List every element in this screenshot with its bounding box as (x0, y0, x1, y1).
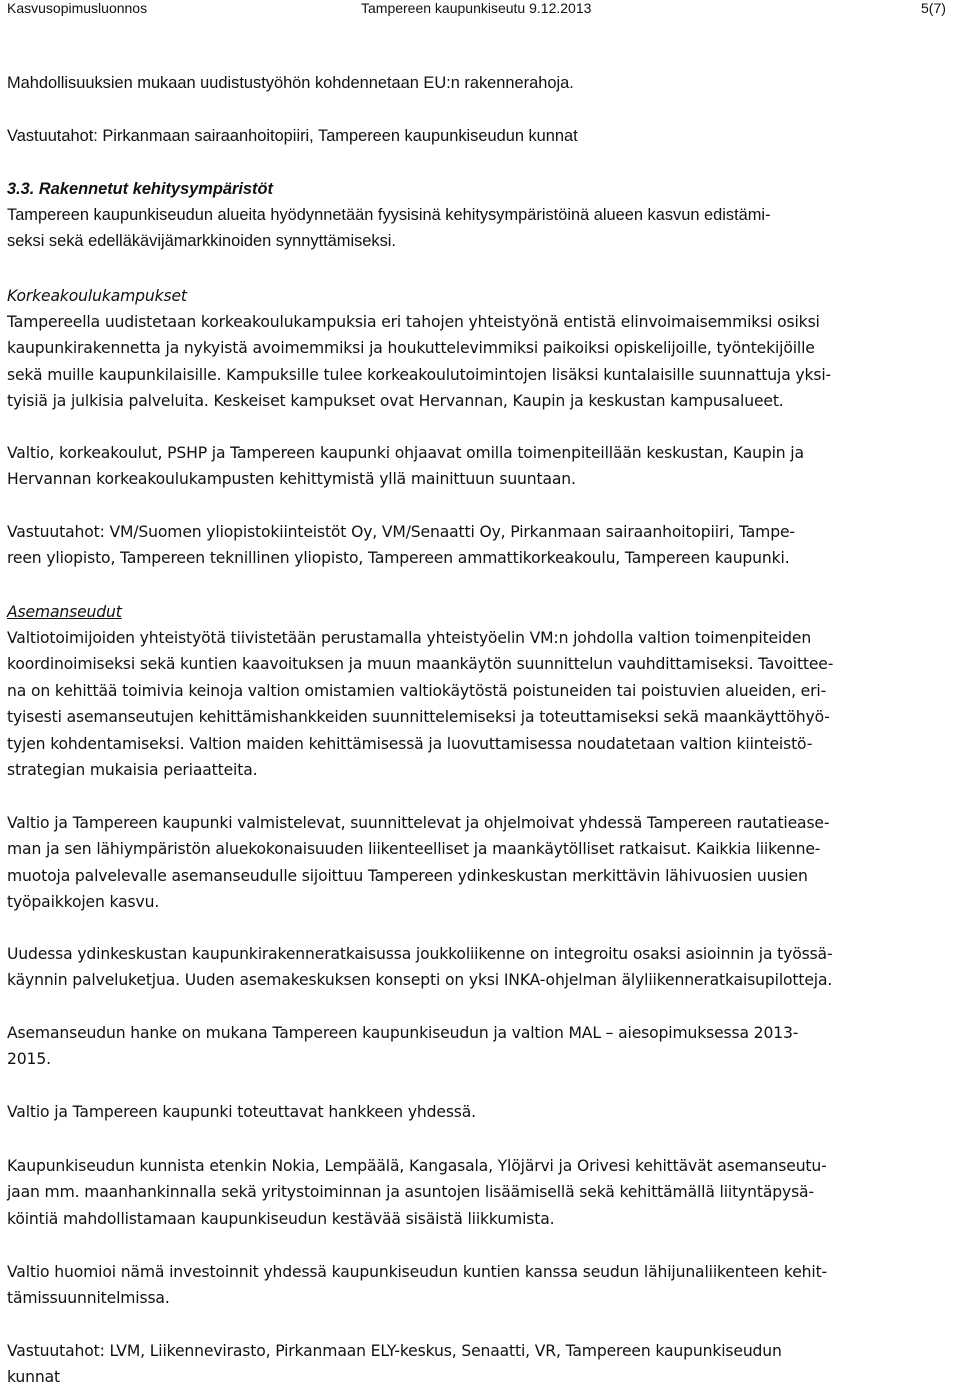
station-paragraph-7 (7, 1259, 952, 1312)
intro-responsible-line: Vastuutahot: Pirkanmaan sairaanhoitopiiri, Tampereen kaupunkiseudun kunnat (7, 127, 578, 145)
section-line: seksi sekä edelläkävijämarkkinoiden synnyttämiseksi. (7, 232, 396, 251)
station-paragraph-4 (7, 1020, 952, 1073)
paragraph-line: tämissuunnitelmissa. (7, 1289, 170, 1308)
campus-responsible (7, 519, 952, 572)
paragraph-line: tyisesti asemanseutujen kehittämishankkeiden suunnittelemiseksi ja toteuttamiseksi sekä maankäyttöhyö- (7, 708, 830, 727)
header-doc-title: Kasvusopimusluonnos (7, 0, 148, 16)
paragraph-line: reen yliopisto, Tampereen teknillinen yliopisto, Tampereen ammattikorkeakoulu, Tampereen kaupunki. (7, 549, 790, 568)
station-paragraph-2 (7, 810, 952, 916)
station-paragraph-1 (7, 625, 952, 783)
station-paragraph-6 (7, 1153, 952, 1232)
campus-paragraph-2 (7, 440, 952, 493)
paragraph-line: muotoja palvelevalle asemanseudulle sijoittuu Tampereen ydinkeskustan merkittävin lähivuosien uusien (7, 866, 808, 885)
page-header (7, 0, 952, 18)
station-paragraph-5 (7, 1099, 952, 1125)
station-heading: Asemanseudut (7, 603, 122, 621)
paragraph-line: Valtiotoimijoiden yhteistyötä tiivistetään perustamalla yhteistyöelin VM:n johdolla valtion toimenpiteiden (7, 629, 812, 647)
paragraph-line: Valtio ja Tampereen kaupunki toteuttavat hankkeen yhdessä. (7, 1103, 476, 1121)
campus-paragraph-1 (7, 309, 952, 415)
header-region-date: Tampereen kaupunkiseutu 9.12.2013 (361, 0, 592, 16)
paragraph-line: köintiä mahdollistamaan kaupunkiseudun kestävää sisäistä liikkumista. (7, 1209, 555, 1228)
header-page-number: 5(7) (921, 0, 946, 16)
paragraph-line: na on kehittää toimivia keinoja valtion omistamien valtiokäytöstä poistuneiden tai poistuvien alueiden, eri- (7, 681, 827, 700)
paragraph-line: käynnin palveluketjua. Uuden asemakeskuksen konsepti on yksi INKA-ohjelman älyliikenneratkaisupilotteja. (7, 971, 833, 990)
section-line: Tampereen kaupunkiseudun alueita hyödynnetään fyysisinä kehitysympäristöinä alueen kasvun edistämi- (7, 206, 771, 224)
paragraph-line: Tampereella uudistetaan korkeakoulukampuksia eri tahojen yhteistyönä entistä elinvoimaisemmiksi osiksi (7, 313, 820, 331)
paragraph-line: Vastuutahot: VM/Suomen yliopistokiinteistöt Oy, VM/Senaatti Oy, Pirkanmaan sairaanhoitopiiri, Tampe- (7, 523, 795, 541)
paragraph-line: työpaikkojen kasvu. (7, 893, 160, 912)
paragraph-line: Kaupunkiseudun kunnista etenkin Nokia, Lempäälä, Kangasala, Ylöjärvi ja Orivesi kehittävät asemanseutu- (7, 1157, 827, 1175)
paragraph-line: kaupunkirakennetta ja nykyistä avoimemmiksi ja houkuttelevimmiksi paikoiksi opiskelijoille, työntekijöille (7, 339, 815, 358)
paragraph-line: Uudessa ydinkeskustan kaupunkirakenneratkaisussa joukkoliikenne on integroitu osaksi asioinnin ja työssä- (7, 945, 833, 963)
paragraph-line: Valtio ja Tampereen kaupunki valmistelevat, suunnittelevat ja ohjelmoivat yhdessä Tampereen rautatiease- (7, 814, 830, 832)
paragraph-line: Asemanseudun hanke on mukana Tampereen kaupunkiseudun ja valtion MAL – aiesopimuksessa 2013- (7, 1024, 799, 1042)
paragraph-line: sekä muille kaupunkilaisille. Kampuksille tulee korkeakoulutoimintojen lisäksi kuntalaisille suunnattuja yksi- (7, 365, 831, 384)
section-heading: 3.3. Rakennetut kehitysympäristöt (7, 180, 273, 198)
paragraph-line: strategian mukaisia periaatteita. (7, 761, 258, 780)
section-paragraph (7, 202, 952, 255)
station-paragraph-3 (7, 941, 952, 994)
campus-heading: Korkeakoulukampukset (7, 287, 187, 305)
paragraph-line: Vastuutahot: LVM, Liikennevirasto, Pirkanmaan ELY-keskus, Senaatti, VR, Tampereen kaupunkiseudun (7, 1342, 782, 1360)
paragraph-line: Hervannan korkeakoulukampusten kehittymistä yllä mainittuun suuntaan. (7, 470, 576, 489)
paragraph-line: man ja sen lähiympäristön aluekokonaisuuden liikenteelliset ja maankäytölliset ratkaisut. Kaikkia liikenne- (7, 840, 821, 859)
station-responsible (7, 1338, 952, 1391)
paragraph-line: Valtio, korkeakoulut, PSHP ja Tampereen kaupunki ohjaavat omilla toimenpiteillään keskustan, Kaupin ja (7, 444, 804, 462)
paragraph-line: tyjen kohdentamiseksi. Valtion maiden kehittämisessä ja luovuttamisessa noudatetaan valtion kiinteistö- (7, 734, 813, 753)
paragraph-line: jaan mm. maanhankinnalla sekä yritystoiminnan ja asuntojen lisäämisellä sekä kehittämällä liityntäpysä- (7, 1183, 814, 1202)
paragraph-line: kunnat (7, 1368, 60, 1387)
paragraph-line: tyisiä ja julkisia palveluita. Keskeiset kampukset ovat Hervannan, Kaupin ja keskustan kampusalueet. (7, 392, 784, 411)
paragraph-line: Valtio huomioi nämä investoinnit yhdessä kaupunkiseudun kuntien kanssa seudun lähijunaliikenteen kehit- (7, 1263, 828, 1281)
paragraph-line: koordinoimiseksi sekä kuntien kaavoituksen ja muun maankäytön suunnittelun vauhdittamiseksi. Tavoittee- (7, 655, 834, 674)
paragraph-line: 2015. (7, 1050, 51, 1069)
intro-line-1: Mahdollisuuksien mukaan uudistustyöhön kohdennetaan EU:n rakennerahoja. (7, 74, 574, 92)
